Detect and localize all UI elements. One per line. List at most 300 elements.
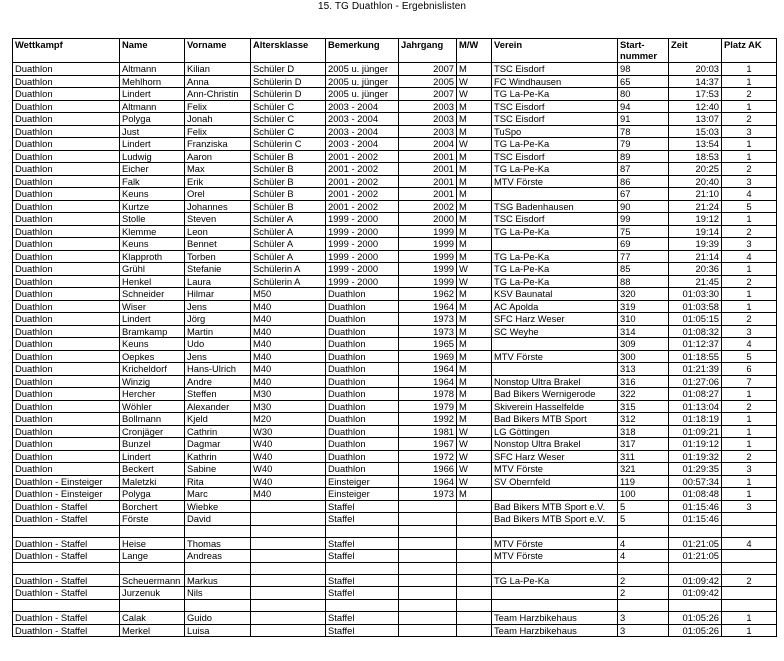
cell-rank: 1 — [722, 388, 777, 401]
cell-competition: Duathlon — [13, 250, 120, 263]
cell-club: TG La-Pe-Ka — [492, 263, 618, 276]
cell-rank: 2 — [722, 275, 777, 288]
cell-first-name: Felix — [185, 100, 251, 113]
cell-rank: 1 — [722, 263, 777, 276]
table-body — [13, 63, 777, 637]
cell-rank: 7 — [722, 375, 777, 388]
cell-gender: M — [457, 300, 492, 313]
cell-gender: M — [457, 225, 492, 238]
cell-club — [492, 599, 618, 611]
cell-name: Beckert — [120, 463, 185, 476]
cell-age-class: M40 — [251, 350, 326, 363]
table-row — [13, 163, 777, 176]
cell-name: Eicher — [120, 163, 185, 176]
cell-birth-year — [399, 550, 457, 563]
cell-time: 20:40 — [669, 175, 722, 188]
cell-start-number: 3 — [618, 624, 669, 637]
cell-competition: Duathlon — [13, 238, 120, 251]
cell-age-class: M40 — [251, 338, 326, 351]
cell-birth-year: 1965 — [399, 338, 457, 351]
cell-remark — [326, 525, 399, 537]
cell-time: 01:19:12 — [669, 438, 722, 451]
table-row — [13, 587, 777, 600]
cell-name: Bollmann — [120, 413, 185, 426]
cell-time: 01:12:37 — [669, 338, 722, 351]
cell-age-class — [251, 513, 326, 526]
cell-first-name: Steffen — [185, 388, 251, 401]
cell-competition: Duathlon — [13, 63, 120, 76]
cell-age-class: W40 — [251, 450, 326, 463]
cell-club: TG La-Pe-Ka — [492, 275, 618, 288]
cell-birth-year: 1969 — [399, 350, 457, 363]
cell-age-class: Schüler A — [251, 238, 326, 251]
cell-remark: 2001 - 2002 — [326, 200, 399, 213]
cell-first-name — [185, 599, 251, 611]
cell-start-number: 312 — [618, 413, 669, 426]
cell-name: Förste — [120, 513, 185, 526]
cell-remark: Einsteiger — [326, 475, 399, 488]
table-header-row — [13, 39, 777, 63]
cell-rank — [722, 513, 777, 526]
table-row — [13, 612, 777, 625]
cell-remark: 2005 u. jünger — [326, 63, 399, 76]
cell-time: 01:19:32 — [669, 450, 722, 463]
cell-birth-year: 1972 — [399, 450, 457, 463]
cell-remark: 2003 - 2004 — [326, 138, 399, 151]
cell-time: 00:57:34 — [669, 475, 722, 488]
table-row — [13, 325, 777, 338]
cell-birth-year: 1964 — [399, 300, 457, 313]
cell-first-name: Jörg — [185, 313, 251, 326]
table-row — [13, 200, 777, 213]
cell-first-name: Udo — [185, 338, 251, 351]
cell-first-name: Thomas — [185, 537, 251, 550]
cell-remark: Duathlon — [326, 450, 399, 463]
cell-club — [492, 488, 618, 501]
cell-rank — [722, 599, 777, 611]
cell-name: Bunzel — [120, 438, 185, 451]
cell-remark: 1999 - 2000 — [326, 213, 399, 226]
cell-gender: M — [457, 213, 492, 226]
table-row — [13, 550, 777, 563]
cell-start-number: 316 — [618, 375, 669, 388]
cell-rank: 1 — [722, 624, 777, 637]
cell-competition: Duathlon — [13, 325, 120, 338]
table-row — [13, 624, 777, 637]
cell-gender — [457, 537, 492, 550]
cell-gender: M — [457, 400, 492, 413]
cell-remark: Duathlon — [326, 338, 399, 351]
cell-club — [492, 562, 618, 574]
cell-remark: Staffel — [326, 513, 399, 526]
cell-time: 19:14 — [669, 225, 722, 238]
table-row — [13, 413, 777, 426]
cell-competition: Duathlon - Staffel — [13, 624, 120, 637]
cell-time: 13:54 — [669, 138, 722, 151]
cell-birth-year: 2003 — [399, 125, 457, 138]
cell-name: Keuns — [120, 238, 185, 251]
cell-birth-year: 1973 — [399, 488, 457, 501]
cell-remark: 1999 - 2000 — [326, 250, 399, 263]
cell-age-class: M40 — [251, 488, 326, 501]
cell-competition: Duathlon — [13, 213, 120, 226]
cell-time: 15:03 — [669, 125, 722, 138]
table-row — [13, 150, 777, 163]
cell-first-name — [185, 562, 251, 574]
cell-club: AC Apolda — [492, 300, 618, 313]
cell-birth-year: 2001 — [399, 163, 457, 176]
cell-rank: 4 — [722, 338, 777, 351]
cell-remark: Einsteiger — [326, 488, 399, 501]
cell-remark: 1999 - 2000 — [326, 263, 399, 276]
cell-start-number: 309 — [618, 338, 669, 351]
table-row — [13, 375, 777, 388]
cell-club: TG La-Pe-Ka — [492, 225, 618, 238]
cell-first-name: Dagmar — [185, 438, 251, 451]
cell-age-class — [251, 500, 326, 513]
cell-age-class — [251, 537, 326, 550]
cell-start-number: 317 — [618, 438, 669, 451]
cell-rank: 1 — [722, 150, 777, 163]
table-row — [13, 363, 777, 376]
cell-competition: Duathlon - Einsteiger — [13, 475, 120, 488]
cell-time: 01:29:35 — [669, 463, 722, 476]
cell-age-class — [251, 599, 326, 611]
cell-birth-year: 1973 — [399, 313, 457, 326]
cell-first-name: Kjeld — [185, 413, 251, 426]
cell-club: TG La-Pe-Ka — [492, 163, 618, 176]
cell-competition: Duathlon — [13, 188, 120, 201]
cell-age-class: M40 — [251, 300, 326, 313]
cell-first-name: Erik — [185, 175, 251, 188]
cell-first-name: Anna — [185, 75, 251, 88]
cell-competition: Duathlon — [13, 375, 120, 388]
cell-club: TG La-Pe-Ka — [492, 574, 618, 587]
cell-start-number: 85 — [618, 263, 669, 276]
cell-name: Borchert — [120, 500, 185, 513]
cell-age-class: M20 — [251, 413, 326, 426]
cell-club: Nonstop Ultra Brakel — [492, 375, 618, 388]
cell-club: Bad Bikers MTB Sport e.V. — [492, 500, 618, 513]
cell-name — [120, 525, 185, 537]
cell-competition: Duathlon — [13, 463, 120, 476]
cell-club — [492, 363, 618, 376]
column-header-birth-year: Jahrgang — [399, 39, 457, 63]
cell-remark: Staffel — [326, 624, 399, 637]
cell-name: Keuns — [120, 338, 185, 351]
cell-first-name: Kilian — [185, 63, 251, 76]
cell-time — [669, 599, 722, 611]
cell-age-class: M50 — [251, 288, 326, 301]
cell-competition: Duathlon — [13, 125, 120, 138]
cell-club: Nonstop Ultra Brakel — [492, 438, 618, 451]
cell-age-class: W40 — [251, 475, 326, 488]
cell-rank — [722, 562, 777, 574]
cell-rank: 3 — [722, 125, 777, 138]
cell-rank — [722, 525, 777, 537]
cell-birth-year: 1992 — [399, 413, 457, 426]
cell-first-name: Aaron — [185, 150, 251, 163]
cell-competition: Duathlon - Einsteiger — [13, 488, 120, 501]
cell-competition: Duathlon — [13, 88, 120, 101]
cell-start-number: 322 — [618, 388, 669, 401]
column-header-rank: Platz AK — [722, 39, 777, 63]
cell-rank: 1 — [722, 425, 777, 438]
cell-time: 01:21:05 — [669, 550, 722, 563]
cell-competition: Duathlon - Staffel — [13, 513, 120, 526]
cell-club: SC Weyhe — [492, 325, 618, 338]
cell-competition: Duathlon — [13, 200, 120, 213]
cell-start-number — [618, 562, 669, 574]
cell-club: KSV Baunatal — [492, 288, 618, 301]
cell-remark: Duathlon — [326, 300, 399, 313]
cell-first-name: Martin — [185, 325, 251, 338]
cell-name — [120, 562, 185, 574]
table-row — [13, 63, 777, 76]
cell-rank — [722, 550, 777, 563]
cell-time — [669, 525, 722, 537]
cell-name: Schneider — [120, 288, 185, 301]
cell-birth-year: 1999 — [399, 238, 457, 251]
cell-gender: M — [457, 63, 492, 76]
cell-age-class: W40 — [251, 463, 326, 476]
cell-first-name: Andreas — [185, 550, 251, 563]
table-row — [13, 338, 777, 351]
cell-start-number: 86 — [618, 175, 669, 188]
cell-birth-year: 1999 — [399, 225, 457, 238]
cell-competition: Duathlon — [13, 338, 120, 351]
cell-time: 01:05:26 — [669, 624, 722, 637]
cell-name: Wöhler — [120, 400, 185, 413]
cell-age-class: W30 — [251, 425, 326, 438]
cell-rank: 1 — [722, 213, 777, 226]
cell-age-class: Schüler A — [251, 250, 326, 263]
cell-competition: Duathlon — [13, 400, 120, 413]
cell-club — [492, 238, 618, 251]
cell-birth-year — [399, 587, 457, 600]
cell-birth-year: 1979 — [399, 400, 457, 413]
cell-club: Team Harzbikehaus — [492, 624, 618, 637]
cell-start-number: 4 — [618, 537, 669, 550]
cell-name: Kurtze — [120, 200, 185, 213]
cell-birth-year: 2005 — [399, 75, 457, 88]
cell-competition: Duathlon — [13, 413, 120, 426]
cell-gender: M — [457, 113, 492, 126]
cell-time: 01:21:05 — [669, 537, 722, 550]
cell-time: 01:13:04 — [669, 400, 722, 413]
cell-gender: W — [457, 463, 492, 476]
cell-competition: Duathlon — [13, 288, 120, 301]
cell-remark: Staffel — [326, 500, 399, 513]
cell-gender: M — [457, 413, 492, 426]
cell-rank: 1 — [722, 288, 777, 301]
cell-birth-year: 2002 — [399, 200, 457, 213]
cell-name: Ludwig — [120, 150, 185, 163]
cell-club: TuSpo — [492, 125, 618, 138]
cell-name: Mehlhorn — [120, 75, 185, 88]
cell-start-number: 75 — [618, 225, 669, 238]
cell-birth-year — [399, 525, 457, 537]
cell-gender: M — [457, 238, 492, 251]
cell-club: Bad Bikers MTB Sport e.V. — [492, 513, 618, 526]
cell-first-name: Wiebke — [185, 500, 251, 513]
cell-time: 01:27:06 — [669, 375, 722, 388]
cell-first-name: Hilmar — [185, 288, 251, 301]
cell-age-class: M30 — [251, 400, 326, 413]
cell-birth-year — [399, 513, 457, 526]
cell-club: TSC Eisdorf — [492, 100, 618, 113]
cell-remark: 1999 - 2000 — [326, 275, 399, 288]
cell-name — [120, 599, 185, 611]
cell-time: 21:14 — [669, 250, 722, 263]
cell-birth-year — [399, 537, 457, 550]
cell-time: 01:21:39 — [669, 363, 722, 376]
cell-club: MTV Förste — [492, 175, 618, 188]
cell-gender: M — [457, 363, 492, 376]
cell-gender — [457, 612, 492, 625]
cell-gender — [457, 574, 492, 587]
cell-birth-year: 2003 — [399, 100, 457, 113]
cell-rank: 1 — [722, 413, 777, 426]
cell-rank: 2 — [722, 574, 777, 587]
cell-first-name: Felix — [185, 125, 251, 138]
cell-time: 01:09:21 — [669, 425, 722, 438]
cell-start-number: 5 — [618, 513, 669, 526]
cell-gender — [457, 525, 492, 537]
cell-name: Lange — [120, 550, 185, 563]
cell-birth-year: 1999 — [399, 275, 457, 288]
cell-age-class — [251, 624, 326, 637]
table-row — [13, 450, 777, 463]
cell-time: 20:25 — [669, 163, 722, 176]
cell-competition: Duathlon — [13, 113, 120, 126]
cell-competition: Duathlon — [13, 150, 120, 163]
cell-first-name: Markus — [185, 574, 251, 587]
column-header-first-name: Vorname — [185, 39, 251, 63]
cell-remark: Duathlon — [326, 388, 399, 401]
cell-gender: M — [457, 388, 492, 401]
cell-name: Henkel — [120, 275, 185, 288]
cell-age-class: Schüler B — [251, 200, 326, 213]
cell-gender: W — [457, 475, 492, 488]
cell-time: 17:53 — [669, 88, 722, 101]
cell-name: Jurzenuk — [120, 587, 185, 600]
cell-age-class: Schüler D — [251, 63, 326, 76]
cell-competition: Duathlon — [13, 100, 120, 113]
cell-time — [669, 562, 722, 574]
cell-competition: Duathlon — [13, 388, 120, 401]
cell-start-number: 318 — [618, 425, 669, 438]
cell-age-class: Schülerin C — [251, 138, 326, 151]
cell-name: Polyga — [120, 113, 185, 126]
cell-club: Bad Bikers MTB Sport — [492, 413, 618, 426]
cell-start-number: 77 — [618, 250, 669, 263]
cell-rank: 1 — [722, 75, 777, 88]
table-row — [13, 500, 777, 513]
cell-start-number: 91 — [618, 113, 669, 126]
cell-start-number: 98 — [618, 63, 669, 76]
cell-name: Lindert — [120, 138, 185, 151]
cell-first-name: Sabine — [185, 463, 251, 476]
cell-time: 14:37 — [669, 75, 722, 88]
cell-gender: M — [457, 488, 492, 501]
table-row — [13, 537, 777, 550]
cell-gender: M — [457, 175, 492, 188]
table-row — [13, 525, 777, 537]
cell-competition: Duathlon — [13, 363, 120, 376]
cell-gender: W — [457, 425, 492, 438]
cell-remark: Duathlon — [326, 463, 399, 476]
cell-remark: 2001 - 2002 — [326, 150, 399, 163]
cell-first-name: Cathrin — [185, 425, 251, 438]
cell-remark: Duathlon — [326, 413, 399, 426]
cell-remark: Duathlon — [326, 325, 399, 338]
cell-start-number: 90 — [618, 200, 669, 213]
column-header-age-class: Altersklasse — [251, 39, 326, 63]
cell-time: 01:08:48 — [669, 488, 722, 501]
cell-competition: Duathlon — [13, 75, 120, 88]
column-header-remark: Bemerkung — [326, 39, 399, 63]
cell-name: Stolle — [120, 213, 185, 226]
cell-rank: 2 — [722, 113, 777, 126]
cell-rank: 1 — [722, 300, 777, 313]
cell-competition — [13, 562, 120, 574]
cell-club: TG La-Pe-Ka — [492, 250, 618, 263]
cell-name: Merkel — [120, 624, 185, 637]
cell-start-number: 79 — [618, 138, 669, 151]
cell-start-number: 4 — [618, 550, 669, 563]
table-row — [13, 313, 777, 326]
cell-age-class: Schüler B — [251, 150, 326, 163]
cell-time: 18:53 — [669, 150, 722, 163]
cell-competition: Duathlon — [13, 425, 120, 438]
cell-gender: M — [457, 338, 492, 351]
table-row — [13, 125, 777, 138]
cell-remark: Duathlon — [326, 425, 399, 438]
cell-remark: Staffel — [326, 550, 399, 563]
cell-competition: Duathlon — [13, 275, 120, 288]
cell-birth-year — [399, 500, 457, 513]
cell-first-name: Jonah — [185, 113, 251, 126]
cell-start-number: 100 — [618, 488, 669, 501]
cell-club: SFC Harz Weser — [492, 450, 618, 463]
cell-remark: 2005 u. jünger — [326, 88, 399, 101]
cell-rank: 1 — [722, 138, 777, 151]
cell-remark: Duathlon — [326, 375, 399, 388]
cell-gender — [457, 587, 492, 600]
cell-remark: Staffel — [326, 587, 399, 600]
cell-first-name: Nils — [185, 587, 251, 600]
cell-rank — [722, 587, 777, 600]
cell-name: Altmann — [120, 100, 185, 113]
cell-gender: M — [457, 250, 492, 263]
cell-gender: M — [457, 325, 492, 338]
cell-start-number: 69 — [618, 238, 669, 251]
column-header-name: Name — [120, 39, 185, 63]
cell-age-class — [251, 525, 326, 537]
cell-first-name: Laura — [185, 275, 251, 288]
cell-remark — [326, 599, 399, 611]
cell-start-number: 2 — [618, 587, 669, 600]
cell-name: Polyga — [120, 488, 185, 501]
cell-rank: 2 — [722, 400, 777, 413]
cell-start-number: 320 — [618, 288, 669, 301]
cell-remark: 2001 - 2002 — [326, 163, 399, 176]
cell-club: MTV Förste — [492, 463, 618, 476]
cell-birth-year: 2001 — [399, 188, 457, 201]
cell-age-class: M30 — [251, 388, 326, 401]
cell-club: Bad Bikers Wernigerode — [492, 388, 618, 401]
